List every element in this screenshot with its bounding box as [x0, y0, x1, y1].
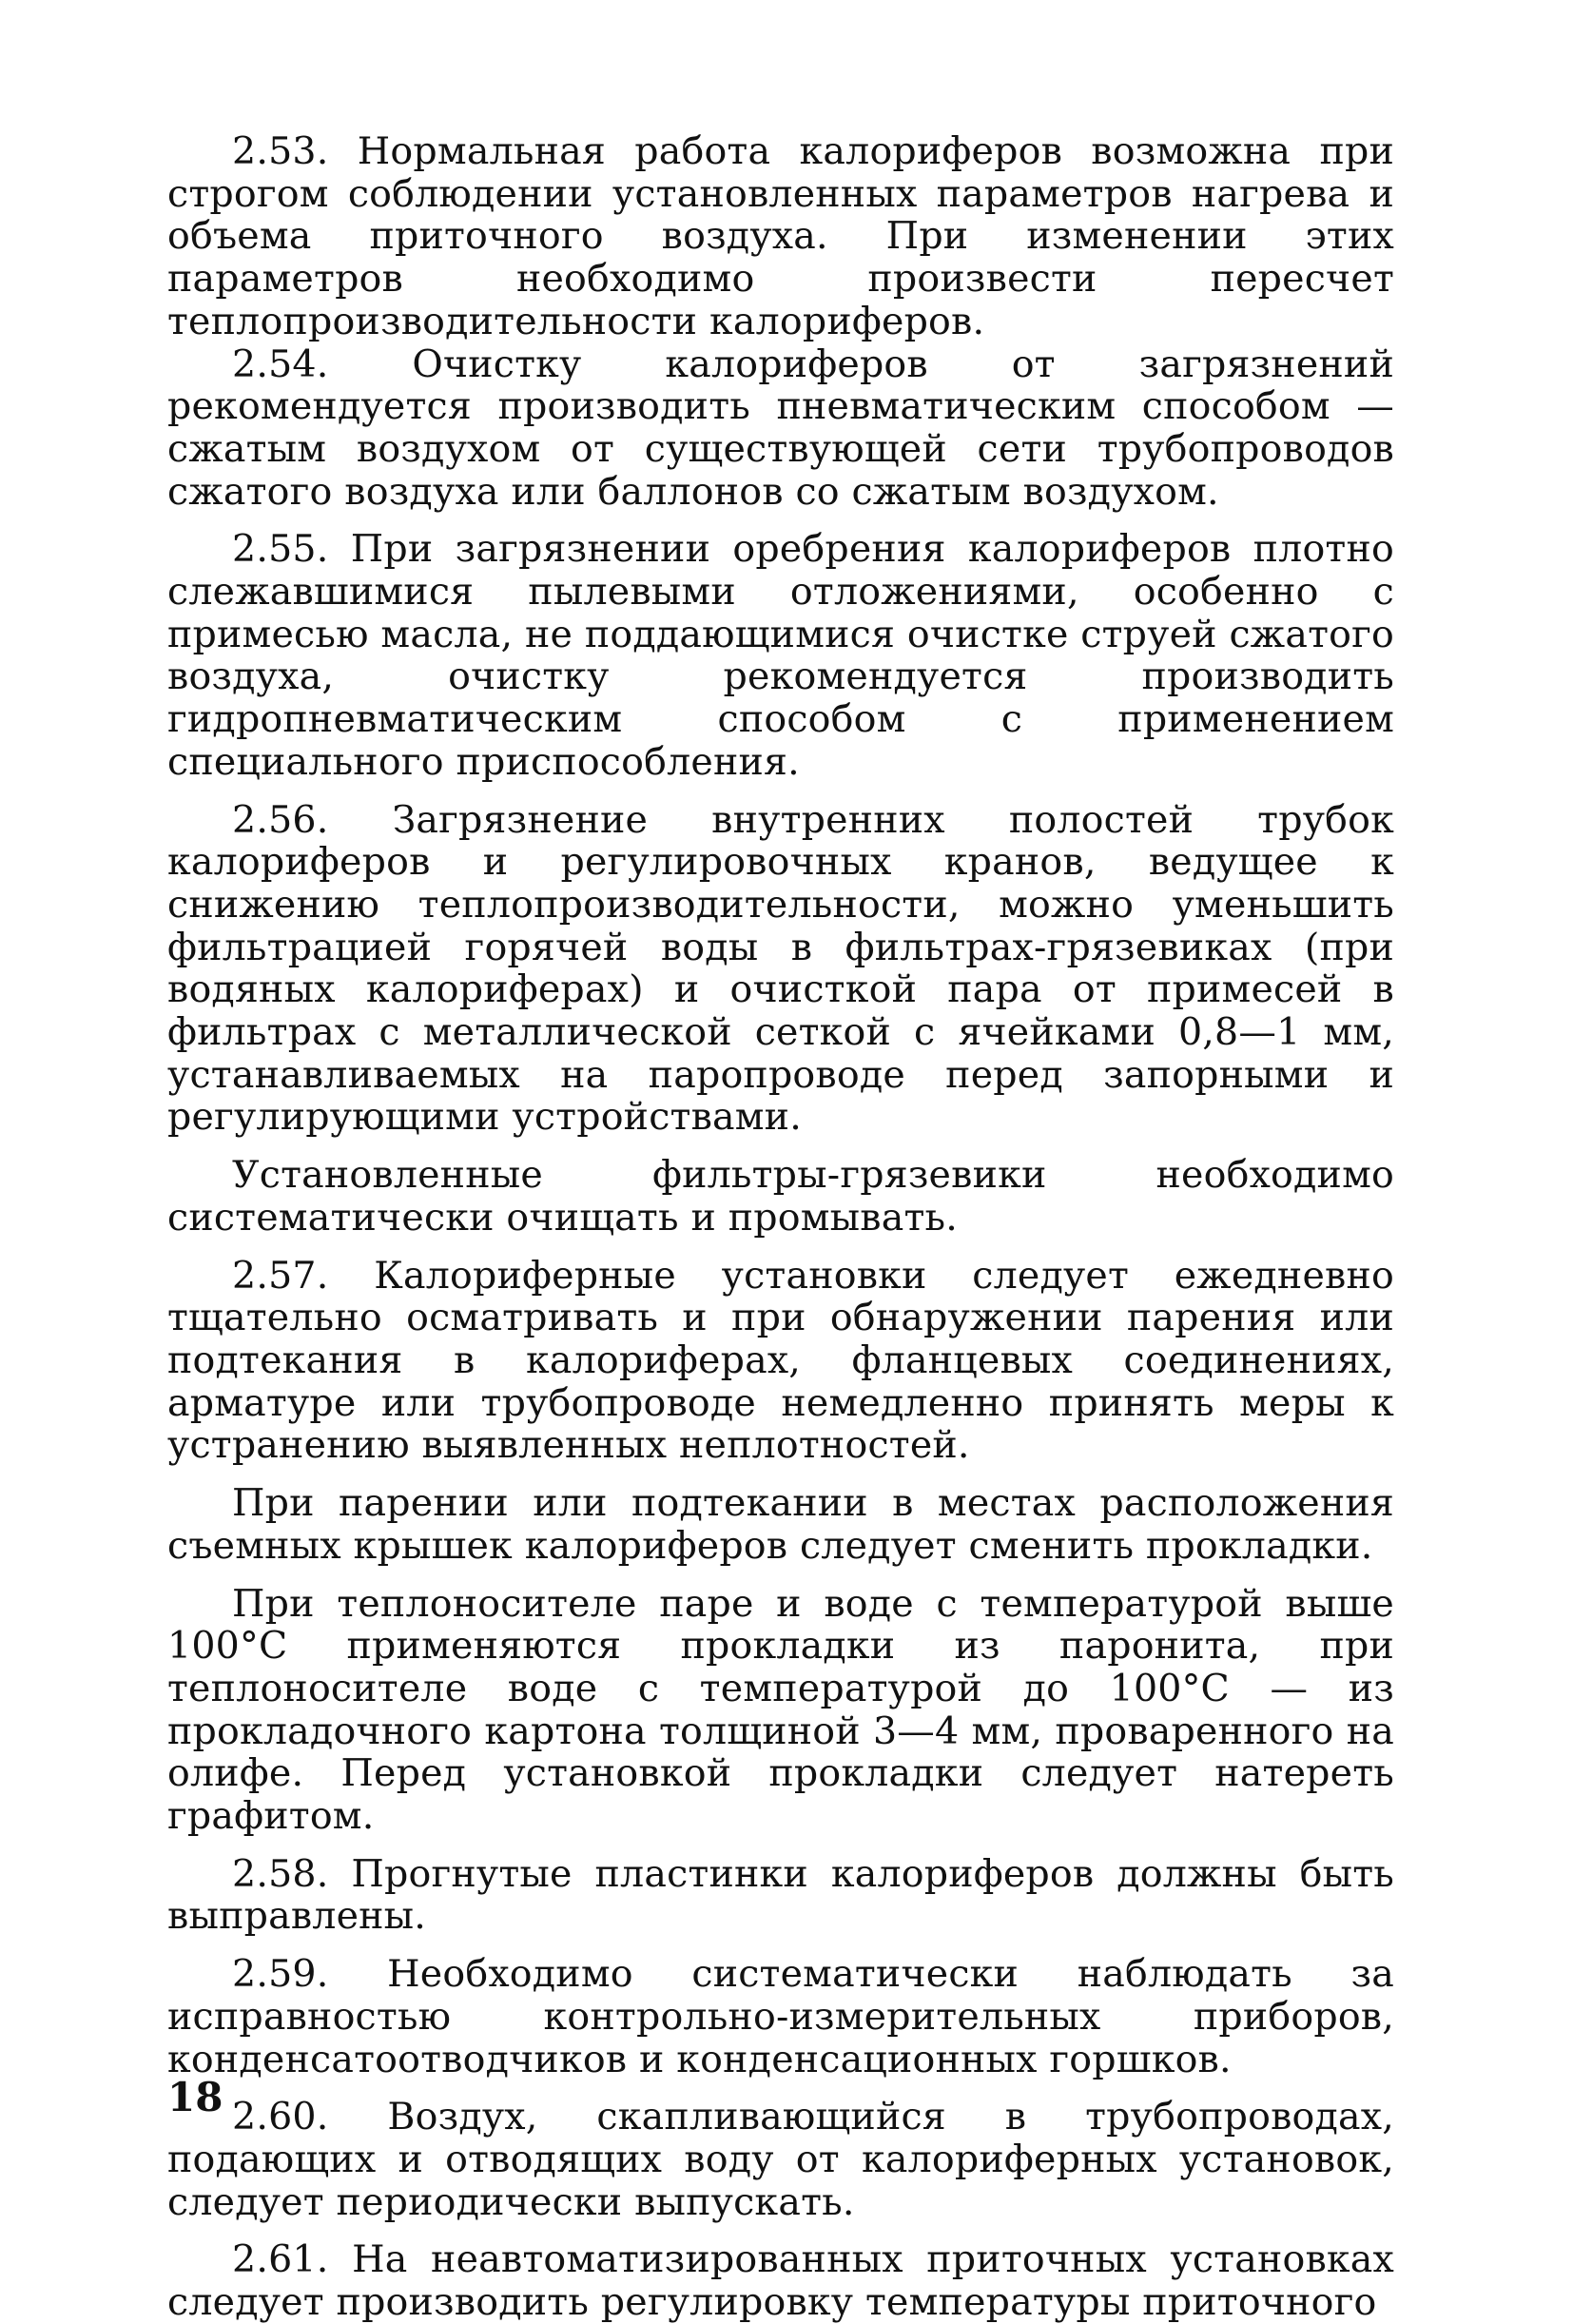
paragraph-2-55: 2.55. При загрязнении оребрения калориферов плотно слежавшимися пылевыми отложениями, особенно с примесью масла, не поддающимися очистке струей сжатого воздуха, очистку рекомендуется производить гидропневматическим способом с применением специального приспособления.	[167, 527, 1394, 784]
paragraph-2-61: 2.61. На неавтоматизированных приточных установках следует производить регулировку температуры приточного	[167, 2237, 1394, 2324]
paragraph-2-58: 2.58. Прогнутые пластинки калориферов должны быть выправлены.	[167, 1851, 1394, 1939]
paragraph-2-53: 2.53. Нормальная работа калориферов возможна при строгом соблюдении установленных параметров нагрева и объема приточного воздуха. При изменении этих параметров необходимо произвести пересчет теплопроизводительности калориферов.	[167, 129, 1394, 343]
body-text	[167, 130, 1394, 2324]
page-number: 18	[167, 2074, 223, 2120]
paragraph-2-56: 2.56. Загрязнение внутренних полостей трубок калориферов и регулировочных кранов, ведущее к снижению теплопроизводительности, можно уменьшить фильтрацией горячей воды в фильтрах-грязевиках (при водяных калориферах) и очисткой пара от примесей в фильтрах с металлической сеткой с ячейками 0,8—1 мм, устанавливаемых на паропроводе перед запорными и регулирующими устройствами.	[167, 797, 1394, 1140]
paragraph-gaskets: При парении или подтекании в местах расположения съемных крышек калориферов следует сменить прокладки.	[167, 1481, 1394, 1568]
paragraph-filters: Установленные фильтры-грязевики необходимо систематически очищать и промывать.	[167, 1153, 1394, 1240]
paragraph-2-59: 2.59. Необходимо систематически наблюдать за исправностью контрольно-измерительных приборов, конденсатоотводчиков и конденсационных горшков.	[167, 1952, 1394, 2081]
paragraph-2-57: 2.57. Калориферные установки следует ежедневно тщательно осматривать и при обнаружении парения или подтекания в калориферах, фланцевых соединениях, арматуре или трубопроводе немедленно принять меры к устранению выявленных неплотностей.	[167, 1253, 1394, 1468]
paragraph-temperature: При теплоносителе паре и воде с температурой выше 100°С применяются прокладки из паронита, при теплоносителе воде с температурой до 100°С — из прокладочного картона толщиной 3—4 мм, проваренного на олифе. Перед установкой прокладки следует натереть графитом.	[167, 1581, 1394, 1839]
paragraph-2-60: 2.60. Воздух, скапливающийся в трубопроводах, подающих и отводящих воду от калориферных установок, следует периодически выпускать.	[167, 2095, 1394, 2224]
paragraph-2-54: 2.54. Очистку калориферов от загрязнений рекомендуется производить пневматическим способом — сжатым воздухом от существующей сети трубопроводов сжатого воздуха или баллонов со сжатым воздухом.	[167, 342, 1394, 514]
